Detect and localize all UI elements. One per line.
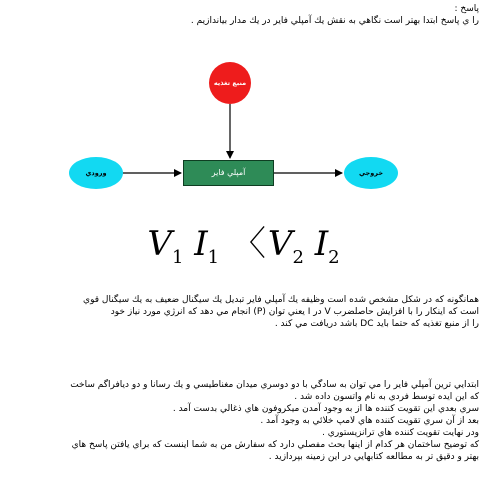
power-source-node [209,62,251,104]
paragraph-amplifier-history [70,379,479,463]
paragraph-line: را از منبع تغذيه كه حتما بايد DC باشد دريافت مي كند . [274,319,479,329]
formula-sub-3: 2 [292,247,304,268]
output-label: خروجي [358,169,384,177]
formula-sub-1: 1 [171,247,184,268]
paragraph-line: سري بعدي اين تقويت كننده ها از به وجود آمدن ميكروفون هاي ذغالي بدست آمد . [172,404,479,414]
formula-i1: I [194,224,208,264]
formula-v1: V [147,224,172,264]
output-node [344,157,398,189]
power-source-label: منبع تغذيه [213,79,247,87]
paragraph-line: بعد از آن سري تقويت كننده هاي لامپ خلائي به وجود آمد . [260,416,479,426]
formula-v2: V [267,224,293,264]
input-node [69,157,123,189]
formula-i2: I [314,224,329,264]
amplifier-box [183,160,274,186]
amplifier-label: آمپلي فاير [211,168,246,177]
power-formula [0,222,487,280]
paragraph-line: ابتدايي ترين آمپلي فاير را مي توان به سادگي با دو دوسري ميدان مغناطيسي و يك رسانا و دو ديافراگم ساخت [70,380,479,390]
paragraph-line: بهتر و دقيق تر به مطالعه كتابهايي در اين زمينه بپردازيد . [268,452,479,462]
paragraph-line: ودر نهايت تقويت كننده هاي ترانزيستوري . [322,428,479,438]
paragraph-line: كه توضيح ساختمان هر كدام از اينها بحث مفصلي دارد كه سفارش من به شما اينست كه براي يافتن پاسخ هاي [71,440,479,450]
paragraph-line: همانگونه كه در شكل مشخص شده است وظيفه يك آمپلي فاير تبديل يك سيگنال ضعيف به يك سيگنال قوي [83,295,479,305]
answer-label: پاسخ : [454,4,479,14]
paragraph-amplifier-role [83,294,479,330]
intro-text: را ي پاسخ ابتدا بهتر است نگاهي به نقش يك آمپلي فاير در يك مدار بياندازيم . [190,16,479,26]
formula-sub-4: 2 [328,247,340,268]
formula-sub-2: 1 [207,247,220,268]
paragraph-line: است كه اينكار را با افزايش حاصلضرب V در I يعني توان (P) انجام مي دهد كه انرژي مورد نياز خود [110,307,479,317]
input-label: ورودي [85,169,107,177]
paragraph-line: كه اين ايده توسط فردي به نام واتسون داده شد . [294,392,479,402]
formula-relation: 〈 [231,224,266,264]
